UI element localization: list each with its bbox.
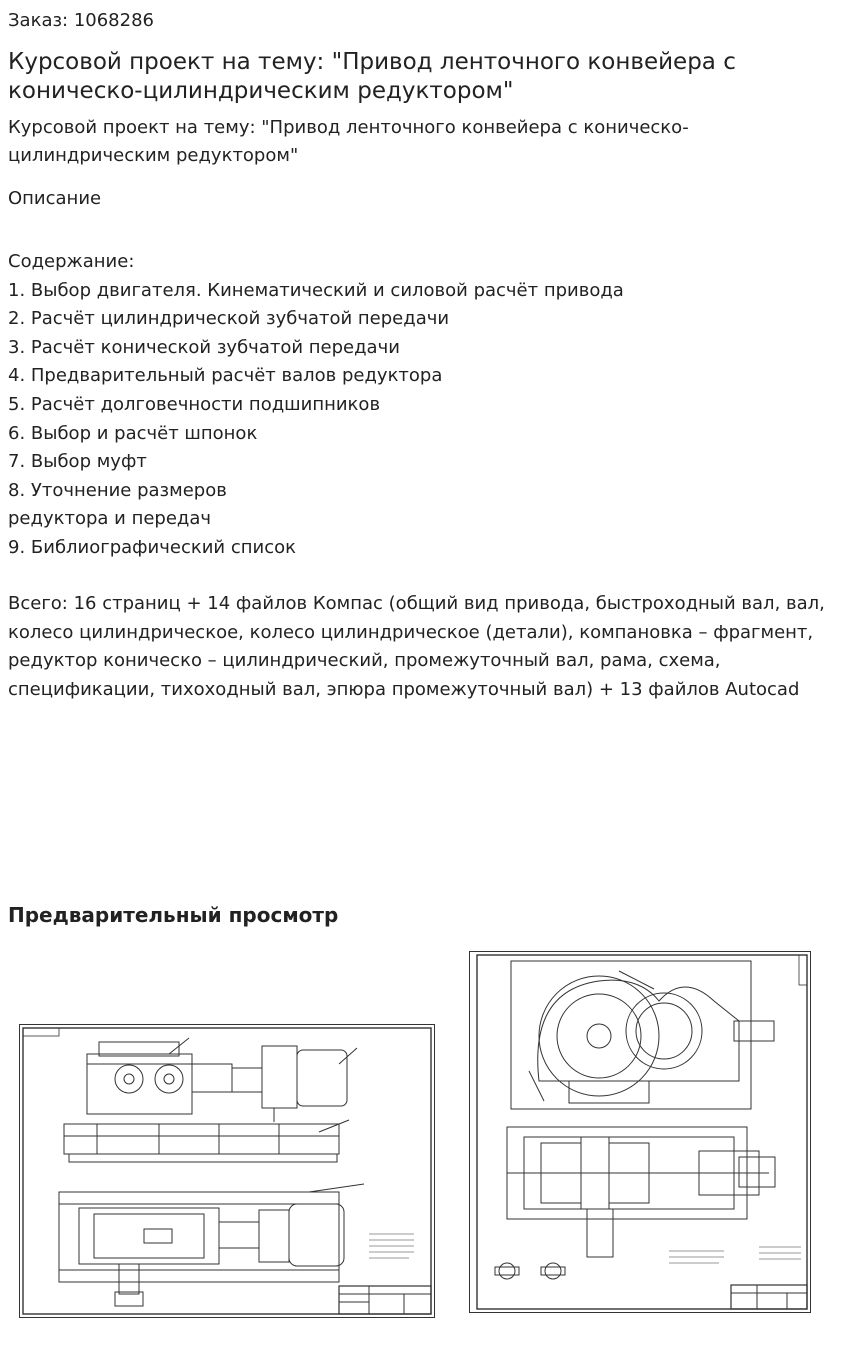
contents-heading: Содержание: [8,251,135,272]
total-description: Всего: 16 страниц + 14 файлов Компас (общий вид привода, быстроходный вал, вал, колесо цилиндрическое, колесо цилиндрическое (детали), компановка – фрагмент, редуктор коническо – цилиндрический, промежуточный вал, рама, схема, спецификации, тихоходный вал, эпюра промежуточный вал) + 13 файлов Autocad [8,593,825,700]
contents-item: 3. Расчёт конической зубчатой передачи [8,336,400,358]
description-heading: Описание [8,188,102,209]
preview-drawing-drive-general-view[interactable] [19,1024,435,1318]
preview-heading: Предварительный просмотр [8,903,339,927]
contents-item: 5. Расчёт долговечности подшипников [8,393,381,415]
contents-item: 2. Расчёт цилиндрической зубчатой передачи [8,308,450,330]
order-number: Заказ: 1068286 [8,10,154,31]
contents-item: редуктора и передач [8,508,212,530]
contents-item: 1. Выбор двигателя. Кинематический и силовой расчёт привода [8,279,624,301]
page-title: Курсовой проект на тему: "Привод ленточного конвейера с коническо-цилиндрическим редуктором" [8,49,736,104]
contents-item: 8. Уточнение размеров [8,479,227,501]
preview-drawing-reducer-assembly[interactable] [469,951,811,1313]
subtitle: Курсовой проект на тему: "Привод ленточного конвейера с коническо-цилиндрическим редуктором" [8,117,689,166]
contents-item: 9. Библиографический список [8,536,296,558]
contents-item: 4. Предварительный расчёт валов редуктора [8,365,443,387]
contents-section [8,248,838,563]
contents-item: 7. Выбор муфт [8,451,147,473]
contents-item: 6. Выбор и расчёт шпонок [8,422,258,444]
